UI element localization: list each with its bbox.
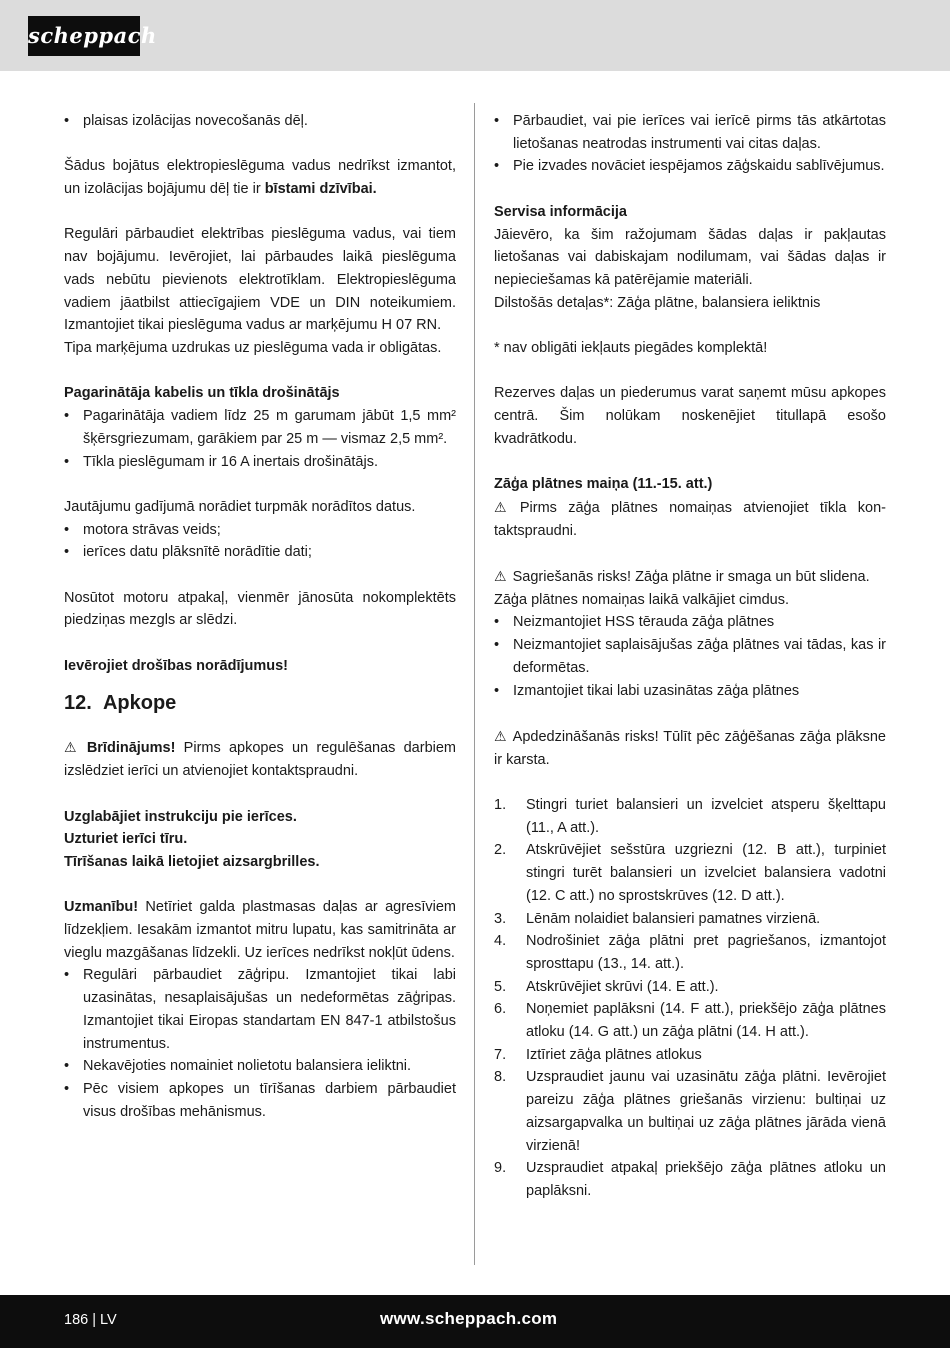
paragraph: Tipa marķējuma uzdrukas uz pieslēguma vada ir obligātas. <box>64 340 442 356</box>
list-item: • Pārbaudiet, vai pie ierīces vai ierīcē pirms tās atkārtotas lietošanas neatrodas instrumenti vai citas daļas. <box>494 110 886 155</box>
text: Sagriešanās risks! Zāģa plātne ir smaga un būt slidena. <box>508 568 870 585</box>
step-number: 5. <box>494 978 507 995</box>
step-number: 1. <box>494 796 507 813</box>
list-item: • Tīkla pieslēgumam ir 16 A inertais drošinātājs. <box>64 451 456 474</box>
section-title: Apkope <box>102 692 177 715</box>
step-number: 6. <box>494 1001 507 1018</box>
safety-note: Ievērojiet drošības norādījumus! <box>64 657 288 674</box>
bold-text: bīstami dzīvībai. <box>264 181 377 198</box>
bullet-list <box>494 110 886 178</box>
step-item <box>494 976 886 999</box>
text: Šādus bojātus elektropieslēguma vadus nedrīkst izmantot, un izolācijas bojājumu dēļ tie ir <box>64 158 456 198</box>
step-item <box>494 839 886 907</box>
step-text: Stingri turiet balansieri un izvelciet atsperu šķelttapu (11., A att.). <box>526 796 886 836</box>
step-text: Lēnām nolaidiet balansieri pamatnes virzienā. <box>526 910 821 927</box>
section-number: 12. <box>64 692 92 715</box>
warning-paragraph <box>494 725 886 771</box>
paragraph: Dilstošās detaļas*: Zāģa plātne, balansiera ieliktnis <box>494 294 821 311</box>
section-heading <box>64 689 456 717</box>
list-item: • Pie izvades novāciet iespējamos zāģskaidu sablīvējumus. <box>494 155 886 178</box>
list-item: • motora strāvas veids; <box>64 519 456 542</box>
header-bar <box>0 0 950 71</box>
step-item <box>494 998 886 1043</box>
paragraph: Zāģa plātnes nomaiņas laikā valkājiet cimdus. <box>494 591 789 608</box>
bullet-list <box>64 519 456 564</box>
warning-icon: ⚠ <box>494 498 507 515</box>
step-text: Iztīriet zāģa plātnes atlokus <box>526 1046 702 1063</box>
list-item: • plaisas izolācijas novecošanās dēļ. <box>64 110 456 133</box>
text: Pirms zāģa plātnes nomaiņas atvienojiet tīkla kontaktspraudni. <box>494 499 886 539</box>
step-item <box>494 1157 886 1202</box>
text: Pirms apkopes un regulēšanas darbiem izslēdziet ierīci un atvienojiet kontaktspraudni. <box>64 740 457 780</box>
paragraph: Nosūtot motoru atpakaļ, vienmēr jānosūta nokomplektēts piedziņas mezgls ar slēdzi. <box>64 589 456 629</box>
text: Apdedzināšanās risks! Tūlīt pēc zāģēšanas zāģa plāksne ir karsta. <box>494 728 886 768</box>
list-item: • Pagarinātāja vadiem līdz 25 m garumam jābūt 1,5 mm² šķērsgriezumam, garākiem par 25 m — vismaz 2,5 mm². <box>64 405 456 450</box>
step-text: Noņemiet paplāksni (14. F att.), priekšējo zāģa plātnes atloku (14. G att.) un zāģa plātni (14. H att.). <box>526 1001 886 1041</box>
step-item <box>494 1066 886 1157</box>
step-text: Atskrūvējiet skrūvi (14. E att.). <box>526 978 719 995</box>
scheppach-logo: scheppach <box>28 16 140 56</box>
paragraph: Jautājumu gadījumā norādiet turpmāk norādītos datus. <box>64 498 416 515</box>
numbered-steps <box>494 794 886 1203</box>
step-item <box>494 794 886 839</box>
instruction: Tīrīšanas laikā lietojiet aizsargbrilles. <box>64 853 320 870</box>
footer-bar <box>0 1295 950 1348</box>
step-number: 8. <box>494 1069 507 1086</box>
step-text: Uzspraudiet atpakaļ priekšējo zāģa plātnes atloku un paplāksni. <box>526 1160 886 1199</box>
list-item: • Neizmantojiet saplaisājušas zāģa plātnes vai tādas, kas ir deformētas. <box>494 634 886 679</box>
list-item: • ierīces datu plāksnītē norādītie dati; <box>64 541 456 564</box>
list-item: • Pēc visiem apkopes un tīrīšanas darbiem pārbaudiet visus drošības mehānismus. <box>64 1078 456 1123</box>
bullet-list <box>494 611 886 702</box>
paragraph <box>64 896 456 964</box>
warning-paragraph <box>64 736 456 782</box>
step-item <box>494 908 886 931</box>
step-number: 4. <box>494 933 507 950</box>
list-item: • Nekavējoties nomainiet nolietotu balansiera ieliktni. <box>64 1055 456 1078</box>
paragraph <box>64 155 456 200</box>
instruction: Uzglabājiet instrukciju pie ierīces. <box>64 808 297 825</box>
paragraph: Rezerves daļas un piederumus varat saņemt mūsu apkopes centrā. Šim nolūkam noskenējiet titullapā esošo kvadrātkodu. <box>494 385 886 447</box>
step-text: Atskrūvējiet sešstūra uzgriezni (12. B att.), turpiniet stingri turēt balansieri un izvelciet balansiera vadotni (12. C att.) no sprostskrūves (12. D att.). <box>526 842 886 904</box>
step-item <box>494 930 886 975</box>
bullet-list <box>64 964 456 1123</box>
list-item: • Neizmantojiet HSS tērauda zāģa plātnes <box>494 611 886 634</box>
text: Netīriet galda plastmasas daļas ar agresīviem līdzekļiem. Iesakām izmantot mitru lupatu, kas samitrināta ar vieglu mazgāšanas līdzekli. Uz ierīces nedrīkst nokļūt ūdens. <box>64 899 456 961</box>
step-text: Uzspraudiet jaunu vai uzasinātu zāģa plātni. Ievērojiet pareizu zāģa plātnes griešanās virzienu: bultiņai uz aizsargapvalka un bultiņai uz zāģa plātnes jārāda vienā virzienā! <box>526 1069 886 1154</box>
paragraph: Jāievēro, ka šim ražojumam šādas daļas ir pakļautas lietošanas vai dabiskajam nodilumam, vai šādas daļas ir nepieciešamas kā patērējamie materiāli. <box>494 226 886 288</box>
step-item <box>494 1044 886 1067</box>
bold-text: Uzmanību! <box>64 899 139 916</box>
bold-text: Brīdinājums! <box>86 740 176 757</box>
column-divider <box>474 103 475 1265</box>
bullet-list <box>64 110 456 133</box>
warning-icon: ⚠ <box>494 727 507 744</box>
instruction: Uzturiet ierīci tīru. <box>64 831 188 848</box>
warning-icon: ⚠ <box>494 567 507 584</box>
warning-icon: ⚠ <box>64 739 77 756</box>
website-link[interactable]: www.scheppach.com <box>380 1309 558 1328</box>
step-number: 3. <box>494 910 507 927</box>
subheading: Zāģa plātnes maiņa (11.-15. att.) <box>494 476 713 493</box>
footnote: * nav obligāti iekļauts piegādes komplektā! <box>494 340 768 356</box>
warning-paragraph <box>494 565 886 589</box>
step-number: 9. <box>494 1160 507 1177</box>
step-number: 7. <box>494 1046 507 1063</box>
list-item: • Izmantojiet tikai labi uzasinātas zāģa plātnes <box>494 680 886 703</box>
step-text: Nodrošiniet zāģa plātni pret pagriešanos, izmantojot sprosttapu (13., 14. att.). <box>526 933 886 972</box>
page-number: 186 | LV <box>64 1312 117 1328</box>
bullet-list <box>64 405 456 473</box>
subheading: Pagarinātāja kabelis un tīkla drošinātājs <box>64 385 340 402</box>
right-column <box>494 110 886 1203</box>
list-item: • Regulāri pārbaudiet zāģripu. Izmantojiet tikai labi uzasinātas, nesaplaisājušas un nedeformētas zāģripas. Izmantojiet tikai Eiropas standartam EN 847-1 atbilstošus instrumentus. <box>64 964 456 1055</box>
left-column <box>64 110 456 1123</box>
paragraph: Regulāri pārbaudiet elektrības pieslēguma vadus, vai tiem nav bojājumu. Ievērojiet, lai pārbaudes laikā pieslēguma vads nebūtu pievienots elektrotīklam. Elektropieslēguma vadiem jāatbilst attiecīgajiem VDE un DIN noteikumiem. Izmantojiet tikai pieslēguma vadus ar marķējumu H 07 RN. <box>64 226 456 334</box>
warning-paragraph <box>494 496 886 542</box>
subheading: Servisa informācija <box>494 203 627 220</box>
step-number: 2. <box>494 842 507 859</box>
